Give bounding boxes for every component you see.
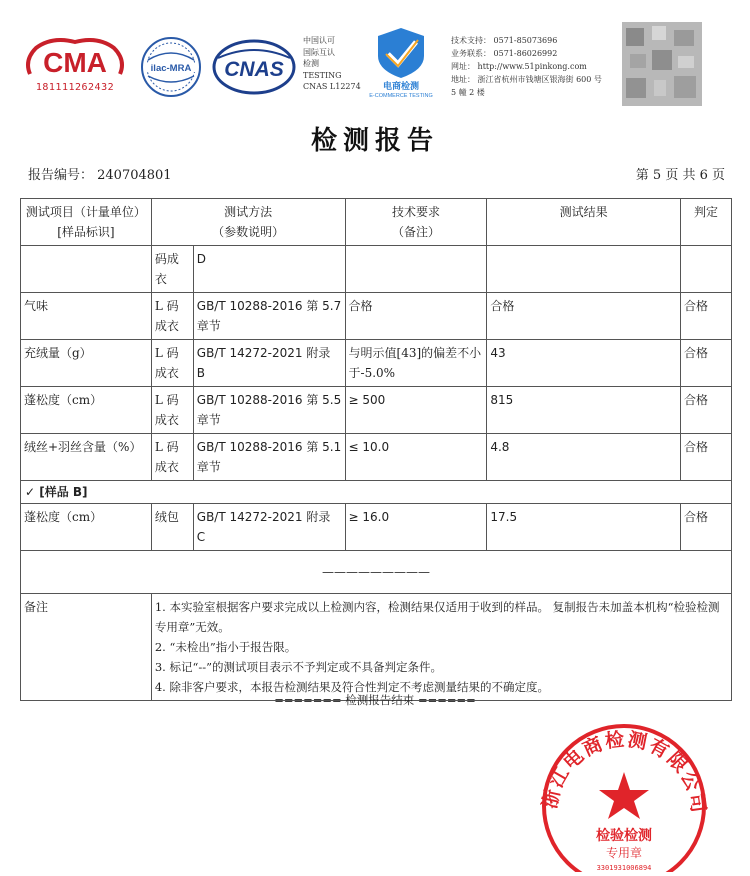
header-text: 判定	[694, 205, 719, 219]
note-item: 1. 本实验室根据客户要求完成以上检测内容，检测结果仅适用于收到的样品。 复制报告未加盖本机构“检验检测专用章”无效。	[154, 600, 720, 634]
header-item	[21, 199, 152, 246]
cert-line: 中国认可	[303, 36, 335, 45]
ilac-mra-logo	[140, 36, 202, 98]
cell-method: D	[193, 246, 345, 293]
header-text: 测试方法	[224, 205, 273, 219]
cell-verdict: 合格	[681, 387, 732, 434]
cell-item: 充绒量（g）	[21, 340, 152, 387]
header-text: （参数说明）	[212, 225, 285, 239]
seal-stamp-icon	[534, 714, 714, 872]
cnas-text: CNAS	[224, 58, 284, 81]
cell-part: L 码成衣	[151, 293, 193, 340]
seal-code: 3301931006894	[596, 864, 652, 872]
cell-verdict: 合格	[681, 293, 732, 340]
cell-method: GB/T 14272-2021 附录 C	[193, 504, 345, 551]
header-text: （备注）	[391, 225, 440, 239]
cert-line: CNAS L12274	[303, 82, 361, 91]
cma-text: CMA	[43, 47, 107, 78]
ecommerce-testing-logo	[366, 24, 436, 98]
notes-label: 备注	[21, 594, 152, 701]
cell-verdict: 合格	[681, 340, 732, 387]
cert-line: TESTING	[303, 70, 342, 80]
table-row	[21, 293, 732, 340]
seal-purpose: 检验检测	[596, 828, 652, 844]
cnas-logo	[212, 38, 296, 96]
cell-part: 绒包	[151, 504, 193, 551]
cell-verdict: 合格	[681, 434, 732, 481]
cell-part: L 码成衣	[151, 387, 193, 434]
qr-code-icon	[622, 22, 702, 106]
table-row	[21, 434, 732, 481]
cell-requirement: ≥ 16.0	[345, 504, 487, 551]
note-item: 4. 除非客户要求，本报告检测结果及符合性判定不考虑测量结果的不确定度。	[154, 680, 549, 694]
cell-result	[487, 246, 681, 293]
cell-result: 43	[487, 340, 681, 387]
cell-requirement: ≥ 500	[345, 387, 487, 434]
table-row	[21, 246, 732, 293]
address-line: 地址： 浙江省杭州市钱塘区银海街 600 号	[451, 75, 602, 84]
cell-result: 合格	[487, 293, 681, 340]
notes-content	[151, 594, 731, 701]
header-verdict	[681, 199, 732, 246]
report-number: 报告编号： 240704801	[28, 168, 172, 183]
cell-requirement: 合格	[345, 293, 487, 340]
seal-purpose: 专用章	[605, 846, 643, 860]
results-table	[20, 198, 732, 701]
cell-verdict: 合格	[681, 504, 732, 551]
cell-result: 4.8	[487, 434, 681, 481]
cma-mark-icon	[22, 38, 128, 80]
star-icon	[599, 772, 649, 819]
sample-b-row	[21, 481, 732, 504]
ilac-text: ilac-MRA	[150, 63, 192, 74]
support-phone: 技术支持： 0571-85073696	[451, 36, 558, 45]
cell-item	[21, 246, 152, 293]
official-seal	[534, 714, 714, 872]
website-link[interactable]: 网址： http://www.51pinkong.com	[451, 62, 587, 71]
header-method	[151, 199, 345, 246]
header-text: [样品标识]	[57, 225, 115, 239]
header-text: 测试结果	[559, 205, 608, 219]
service-phone: 业务联系： 0571-86026992	[451, 49, 558, 58]
cma-logo	[22, 38, 128, 100]
header-text: 测试项目（计量单位）	[25, 205, 146, 219]
sample-b-label: ✓ [样品 B]	[21, 481, 732, 504]
ecom-name: 电商检测	[382, 82, 420, 92]
table-row	[21, 387, 732, 434]
cell-result: 815	[487, 387, 681, 434]
cell-item: 蓬松度（cm）	[21, 504, 152, 551]
cell-item: 气味	[21, 293, 152, 340]
page-title: 检测报告	[310, 126, 439, 156]
cell-method: GB/T 14272-2021 附录 B	[193, 340, 345, 387]
cert-line: 检测	[303, 59, 319, 68]
address-line: 5 幢 2 楼	[451, 88, 485, 97]
header-text: 技术要求	[391, 205, 440, 219]
table-header-row	[21, 199, 732, 246]
cell-requirement: ≤ 10.0	[345, 434, 487, 481]
contact-info	[451, 34, 602, 99]
note-item: 2. “未检出”指小于报告限。	[154, 640, 297, 654]
cell-method: GB/T 10288-2016 第 5.7 章节	[193, 293, 345, 340]
table-row	[21, 340, 732, 387]
cell-method: GB/T 10288-2016 第 5.1 章节	[193, 434, 345, 481]
seal-company: 浙江电商检测有限公司	[538, 728, 710, 816]
ecom-en: E-COMMERCE TESTING	[369, 93, 433, 98]
cell-requirement	[345, 246, 487, 293]
accreditation-text	[303, 35, 361, 93]
cell-item: 绒丝+羽丝含量（%）	[21, 434, 152, 481]
cert-line: 国际互认	[303, 47, 335, 57]
header-requirement	[345, 199, 487, 246]
divider-row	[21, 551, 732, 594]
note-item: 3. 标记“--”的测试项目表示不予判定或不具备判定条件。	[154, 660, 442, 674]
section-divider: —————————	[21, 551, 732, 594]
cell-part: L 码成衣	[151, 340, 193, 387]
cell-item: 蓬松度（cm）	[21, 387, 152, 434]
table-row	[21, 504, 732, 551]
notes-row	[21, 594, 732, 701]
cell-requirement: 与明示值[43]的偏差不小于-5.0%	[345, 340, 487, 387]
page-indicator: 第 5 页 共 6 页	[635, 168, 725, 183]
cell-method: GB/T 10288-2016 第 5.5 章节	[193, 387, 345, 434]
cell-part: 码成衣	[151, 246, 193, 293]
cell-part: L 码成衣	[151, 434, 193, 481]
cma-number: 181111262432	[35, 82, 115, 93]
cell-result: 17.5	[487, 504, 681, 551]
cell-verdict	[681, 246, 732, 293]
header-result	[487, 199, 681, 246]
report-end-marker: ======= 检测报告结束 ======	[274, 693, 476, 707]
